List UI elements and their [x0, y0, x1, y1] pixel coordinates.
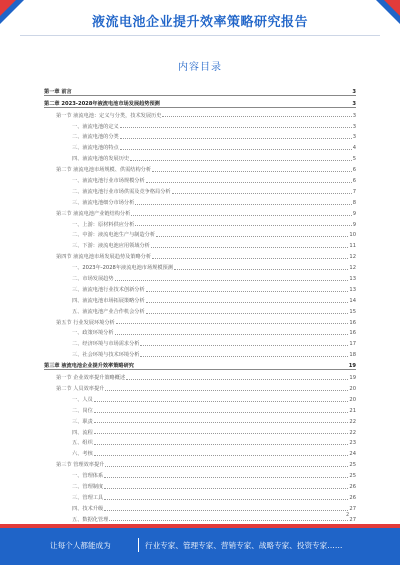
toc-entry-title: 四、流程: [72, 429, 93, 436]
toc-leader-dots: [162, 116, 351, 117]
toc-entry-title: 第二章 2023-2028年液流电池市场发展趋势预测: [44, 100, 160, 107]
toc-entry[interactable]: [44, 425, 356, 436]
toc-leader-dots: [120, 149, 352, 150]
toc-leader-dots: [152, 258, 348, 259]
toc-entry[interactable]: [44, 162, 356, 173]
toc-leader-dots: [146, 313, 349, 314]
toc-entry-page: 26: [349, 483, 356, 490]
toc-entry-page: 23: [349, 440, 356, 447]
toc-leader-dots: [94, 455, 349, 456]
toc-entry[interactable]: [44, 403, 356, 414]
toc-entry-page: 10: [349, 232, 356, 239]
toc-entry-page: 17: [349, 341, 356, 348]
toc-leader-dots: [130, 160, 352, 161]
toc-leader-dots: [156, 236, 348, 237]
toc-entry[interactable]: [44, 217, 356, 228]
toc-entry-page: 25: [349, 473, 356, 480]
toc-entry[interactable]: [44, 336, 356, 347]
toc-entry-title: 第三节 液流电池产业链结构分析: [56, 210, 131, 217]
toc-entry[interactable]: [44, 501, 356, 512]
toc-leader-dots: [146, 302, 349, 303]
toc-entry-title: 五、数据化管理: [72, 516, 109, 523]
toc-entry-page: 3: [352, 88, 356, 95]
toc-entry-title: 一、人员: [72, 396, 93, 403]
toc-entry-page: 26: [349, 494, 356, 501]
toc-leader-dots: [104, 488, 348, 489]
toc-entry-page: 8: [352, 199, 356, 206]
toc-leader-dots: [135, 225, 351, 226]
toc-leader-dots: [152, 171, 352, 172]
toc-leader-dots: [115, 334, 349, 335]
toc-entry-title: 二、中游：液流电池生产与制造分析: [72, 232, 156, 239]
toc-entry-page: 9: [352, 210, 356, 217]
toc-entry-title: 五、液流电池产业合作机会分析: [72, 308, 145, 315]
toc-entry-page: 13: [349, 286, 356, 293]
toc-entry-title: 第三节 管理效率提升: [56, 462, 105, 469]
toc-entry-title: 第一章 前言: [44, 88, 72, 95]
toc-entry-title: 四、液流电池的发展历史: [72, 156, 130, 163]
toc-leader-dots: [109, 520, 348, 521]
toc-entry-title: 第一节 液流电池：定义与分类，技术发展历史: [56, 112, 162, 119]
toc-entry-title: 第一节 企业效率提升策略概述: [56, 375, 126, 382]
toc-entry-title: 五、组织: [72, 440, 93, 447]
toc-entry[interactable]: [44, 370, 356, 381]
toc-entry[interactable]: [44, 96, 356, 108]
toc-entry-page: 19: [349, 375, 356, 382]
toc-entry[interactable]: [44, 84, 356, 96]
toc-leader-dots: [131, 215, 351, 216]
toc-entry[interactable]: [44, 206, 356, 217]
toc-entry-page: 20: [349, 396, 356, 403]
toc-entry-page: 27: [349, 505, 356, 512]
toc-entry-page: 22: [349, 418, 356, 425]
toc-entry[interactable]: [44, 249, 356, 260]
toc-leader-dots: [146, 182, 352, 183]
toc-entry-page: 12: [349, 265, 356, 272]
toc-leader-dots: [140, 356, 348, 357]
toc-leader-dots: [94, 412, 349, 413]
toc-entry-title: 二、市场发展趋势: [72, 276, 114, 283]
toc-entry-page: 27: [349, 516, 356, 523]
toc-entry-title: 三、职责: [72, 418, 93, 425]
toc-leader-dots: [104, 499, 348, 500]
toc-entry[interactable]: [44, 457, 356, 468]
toc-entry-title: 二、液流电池行业市场供需及竞争格局分析: [72, 188, 171, 195]
toc-entry[interactable]: [44, 130, 356, 141]
toc-entry-title: 一、液流电池行业市场规模分析: [72, 178, 145, 185]
toc-entry[interactable]: [44, 512, 356, 523]
toc-entry[interactable]: [44, 414, 356, 425]
toc-entry-title: 二、液流电池的分类: [72, 134, 119, 141]
toc-entry-title: 第二节 人员效率提升: [56, 385, 105, 392]
toc-entry-title: 三、下游：液流电池应用领域分析: [72, 243, 150, 250]
toc-entry[interactable]: [44, 238, 356, 249]
toc-entry-page: 15: [349, 308, 356, 315]
toc-leader-dots: [126, 379, 348, 380]
table-of-contents: [44, 84, 356, 523]
toc-entry-page: 7: [352, 188, 356, 195]
toc-entry-title: 三、液流电池细分市场分析: [72, 199, 135, 206]
toc-entry[interactable]: [44, 347, 356, 358]
toc-entry-page: 3: [352, 134, 356, 141]
toc-leader-dots: [140, 345, 348, 346]
toc-entry[interactable]: [44, 436, 356, 447]
title-divider: [20, 35, 380, 36]
toc-leader-dots: [94, 422, 349, 423]
footer-roles: 行业专家、管理专家、营销专家、战略专家、投资专家……: [145, 541, 343, 550]
toc-entry[interactable]: [44, 490, 356, 501]
toc-entry-title: 二、经济环境与市场需求分析: [72, 341, 140, 348]
toc-entry-title: 三、管理工具: [72, 494, 104, 501]
toc-entry-page: 22: [349, 429, 356, 436]
toc-entry-title: 一、液流电池的定义: [72, 123, 119, 130]
toc-leader-dots: [94, 444, 349, 445]
footer-slogan: 让每个人都能成为: [50, 541, 111, 550]
toc-entry-title: 三、液流电池的特点: [72, 145, 119, 152]
toc-entry-page: 18: [349, 352, 356, 359]
toc-entry-page: 12: [349, 254, 356, 261]
toc-entry-page: 9: [352, 221, 356, 228]
toc-entry-page: 6: [352, 167, 356, 174]
toc-entry-title: 第三章 液流电池企业提升效率策略研究: [44, 363, 134, 370]
toc-entry[interactable]: [44, 479, 356, 490]
toc-entry[interactable]: [44, 446, 356, 457]
toc-entry[interactable]: [44, 315, 356, 326]
toc-leader-dots: [115, 280, 349, 281]
toc-entry-page: 16: [349, 330, 356, 337]
toc-heading: 内容目录: [178, 62, 222, 73]
toc-entry-page: 4: [352, 145, 356, 152]
toc-entry-page: 21: [349, 407, 356, 414]
toc-entry-title: 第二节 液流电池市场规模、供需结构分析: [56, 167, 152, 174]
toc-entry[interactable]: [44, 282, 356, 293]
toc-leader-dots: [172, 193, 352, 194]
toc-entry-title: 四、液流电池市场拓展策略分析: [72, 297, 145, 304]
toc-entry[interactable]: [44, 195, 356, 206]
toc-entry-title: 三、液流电池行业技术创新分析: [72, 286, 145, 293]
toc-leader-dots: [94, 401, 349, 402]
toc-entry-page: 3: [352, 112, 356, 119]
toc-entry-title: 二、岗位: [72, 407, 93, 414]
toc-entry-page: 3: [352, 100, 356, 107]
toc-entry-page: 20: [349, 385, 356, 392]
toc-entry-page: 25: [349, 462, 356, 469]
toc-entry[interactable]: [44, 358, 356, 370]
toc-entry-page: 19: [348, 363, 356, 370]
toc-entry-title: 一、2023年-2028年液流电池市场规模预测: [72, 265, 173, 272]
toc-leader-dots: [116, 323, 349, 324]
toc-leader-dots: [104, 477, 348, 478]
toc-entry[interactable]: [44, 468, 356, 479]
toc-entry-title: 四、技术升级: [72, 505, 104, 512]
toc-entry[interactable]: [44, 228, 356, 239]
toc-entry-page: 5: [352, 156, 356, 163]
toc-entry[interactable]: [44, 173, 356, 184]
toc-entry-title: 第四节 液流电池市场发展趋势及策略分析: [56, 254, 152, 261]
toc-entry-page: 14: [349, 297, 356, 304]
toc-leader-dots: [104, 510, 348, 511]
toc-entry[interactable]: [44, 140, 356, 151]
toc-entry[interactable]: [44, 151, 356, 162]
toc-leader-dots: [105, 466, 348, 467]
toc-entry[interactable]: [44, 381, 356, 392]
toc-entry-title: 二、管理制度: [72, 483, 104, 490]
toc-entry[interactable]: [44, 184, 356, 195]
toc-leader-dots: [120, 138, 352, 139]
toc-entry[interactable]: [44, 260, 356, 271]
toc-entry[interactable]: [44, 119, 356, 130]
toc-leader-dots: [151, 247, 349, 248]
toc-entry[interactable]: [44, 271, 356, 282]
toc-entry-page: 3: [352, 123, 356, 130]
toc-leader-dots: [135, 204, 351, 205]
footer-divider: [138, 538, 139, 552]
toc-leader-dots: [174, 269, 348, 270]
toc-entry[interactable]: [44, 108, 356, 119]
document-title: 液流电池企业提升效率策略研究报告: [91, 15, 308, 30]
toc-entry-title: 六、考核: [72, 451, 93, 458]
toc-entry-title: 一、上游：原材料供应分析: [72, 221, 135, 228]
toc-entry[interactable]: [44, 304, 356, 315]
toc-leader-dots: [105, 390, 348, 391]
toc-entry-page: 13: [349, 276, 356, 283]
toc-entry-title: 第五节 行业发展环境分析: [56, 319, 115, 326]
toc-entry[interactable]: [44, 392, 356, 403]
toc-entry-title: 一、政策环境分析: [72, 330, 114, 337]
toc-entry-page: 6: [352, 178, 356, 185]
toc-entry-title: 三、社会环境与技术环境分析: [72, 352, 140, 359]
toc-entry-page: 24: [349, 451, 356, 458]
toc-leader-dots: [94, 433, 349, 434]
page-number: 2: [346, 512, 350, 518]
toc-entry-page: 11: [349, 243, 356, 250]
toc-entry-title: 一、管理体系: [72, 473, 104, 480]
toc-entry-page: 16: [349, 319, 356, 326]
toc-leader-dots: [120, 127, 352, 128]
toc-leader-dots: [146, 291, 349, 292]
toc-entry[interactable]: [44, 326, 356, 337]
toc-entry[interactable]: [44, 293, 356, 304]
